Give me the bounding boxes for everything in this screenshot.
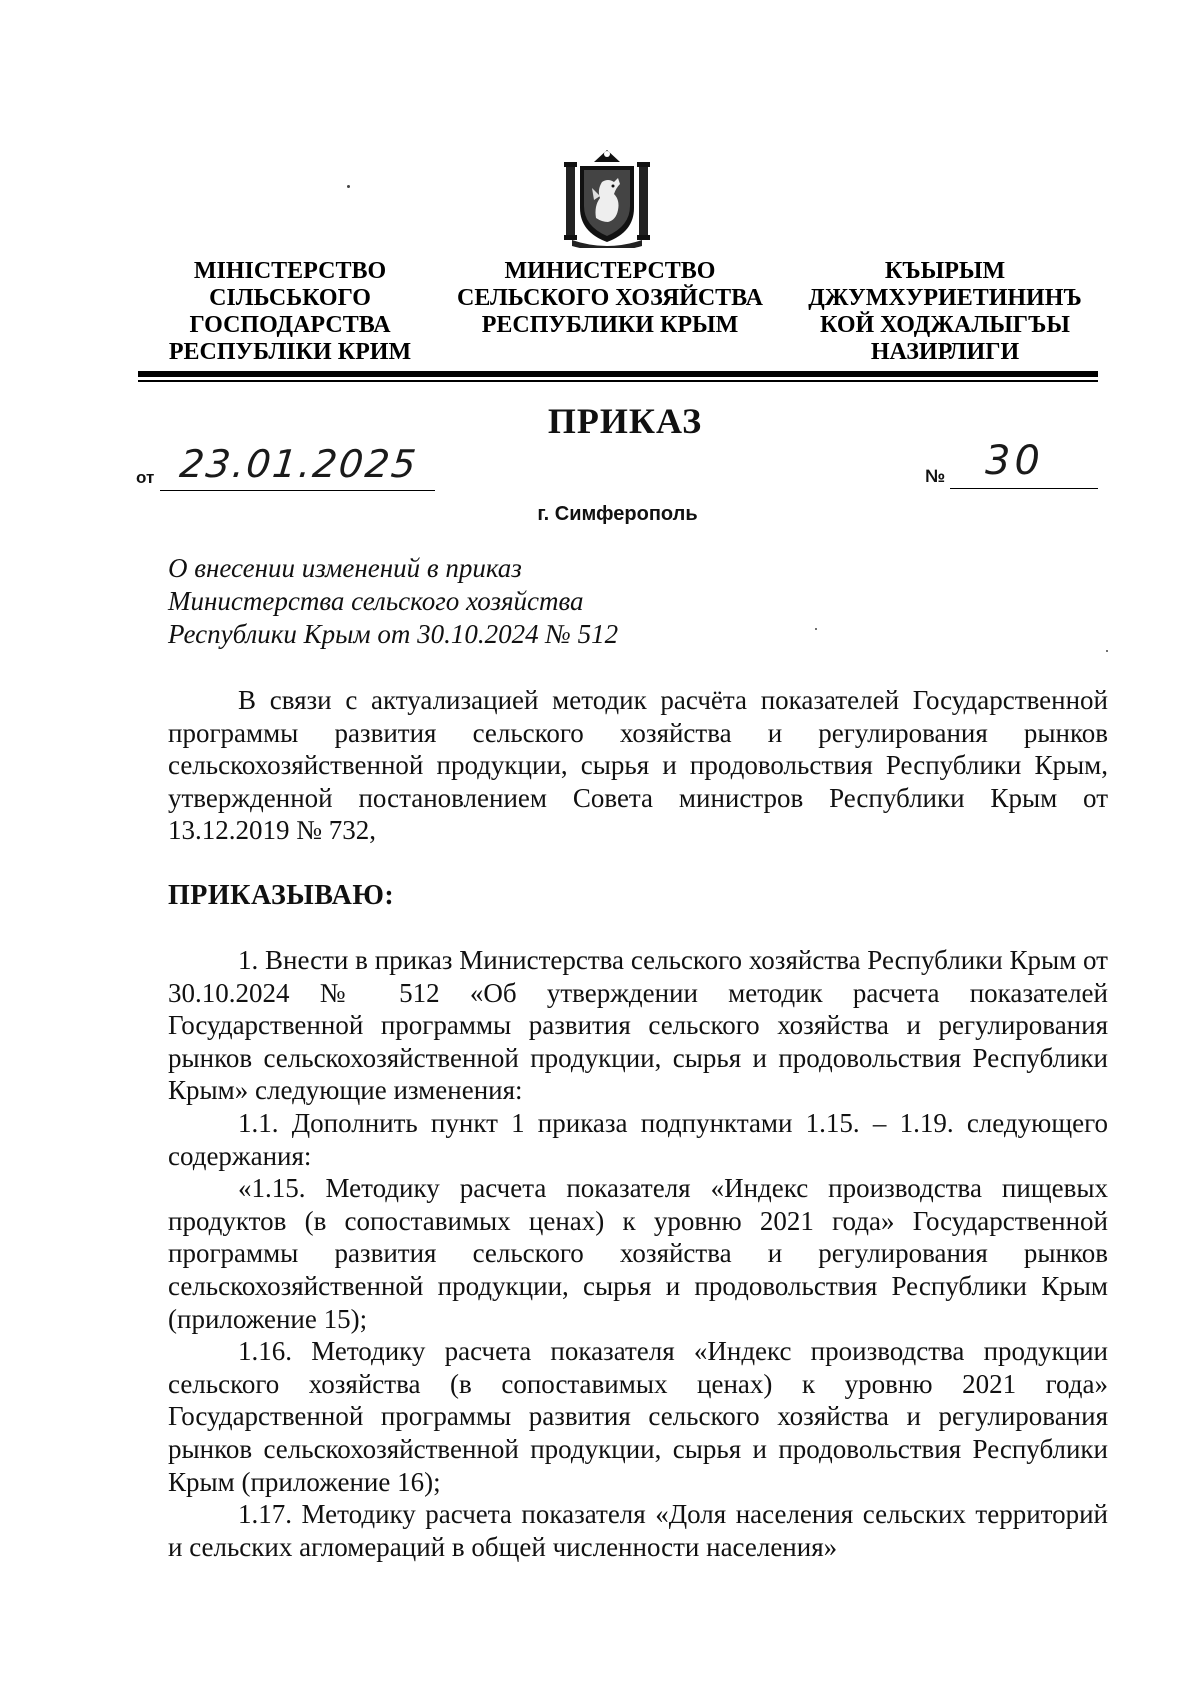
order-item: «1.15. Методику расчета показателя «Индекс производства пищевых продуктов (в сопоставимых ценах) к уровню 2021 года» Государственной программы развития сельского хозяйства и регулирования рынков сельскохозяйственной продукции, сырья и продовольствия Республики Крым (приложение 15);	[168, 1173, 1108, 1334]
order-item: 1. Внести в приказ Министерства сельского хозяйства Республики Крым от 30.10.2024 № 512 «Об утверждении методик расчета показателей Государственной программы развития сельского хозяйства и регулирования рынков сельскохозяйственной продукции, сырья и продовольствия Республики Крым» следующие изменения:	[168, 945, 1108, 1106]
orders-heading: ПРИКАЗЫВАЮ:	[168, 880, 395, 911]
scan-speck	[815, 628, 817, 630]
intro-paragraph: В связи с актуализацией методик расчёта показателей Государственной программы развития сельского хозяйства и регулирования рынков сельскохозяйственной продукции, сырья и продовольствия Республики Крым, утвержденной постановлением Совета министров Республики Крым от 13.12.2019 № 732,	[168, 685, 1108, 846]
number-label: №	[925, 466, 946, 486]
document-title: ПРИКАЗ	[547, 401, 703, 441]
scan-speck	[1106, 650, 1108, 652]
date-label: от	[136, 468, 155, 487]
order-item: 1.17. Методику расчета показателя «Доля населения сельских территорий и сельских агломераций в общей численности населения»	[168, 1499, 1108, 1562]
ministry-name-russian: МИНИСТЕРСТВО СЕЛЬСКОГО ХОЗЯЙСТВА РЕСПУБЛИКИ КРЫМ	[456, 258, 764, 338]
header-divider-thick	[138, 371, 1098, 377]
city-name: г. Симферополь	[537, 503, 698, 525]
order-items	[168, 944, 1108, 1563]
ministry-name-crimean-tatar: КЪЫРЫМ ДЖУМХУРИЕТИНИНЪ КОЙ ХОДЖАЛЫГЪЫ НАЗИРЛИГИ	[808, 258, 1082, 365]
date-handwritten: 23.01.2025	[177, 442, 420, 486]
crimea-coat-of-arms-icon	[564, 148, 650, 248]
order-item: 1.16. Методику расчета показателя «Индекс производства продукции сельского хозяйства (в сопоставимых ценах) к уровню 2021 года» Государственной программы развития сельского хозяйства и регулирования рынков сельскохозяйственной продукции, сырья и продовольствия Республики Крым (приложение 16);	[168, 1336, 1108, 1497]
ministry-name-ukrainian: МІНІСТЕРСТВО СІЛЬСЬКОГО ГОСПОДАРСТВА РЕСПУБЛІКИ КРИМ	[168, 258, 412, 365]
order-item: 1.1. Дополнить пункт 1 приказа подпунктами 1.15. – 1.19. следующего содержания:	[168, 1107, 1108, 1171]
order-subject: О внесении изменений в приказ Министерства сельского хозяйства Республики Крым от 30.10.2024 № 512	[168, 553, 619, 649]
number-underline	[950, 488, 1098, 489]
header-divider-thin	[138, 380, 1098, 382]
scan-speck	[347, 185, 350, 188]
number-handwritten: 30	[985, 438, 1044, 484]
date-underline	[160, 490, 435, 491]
